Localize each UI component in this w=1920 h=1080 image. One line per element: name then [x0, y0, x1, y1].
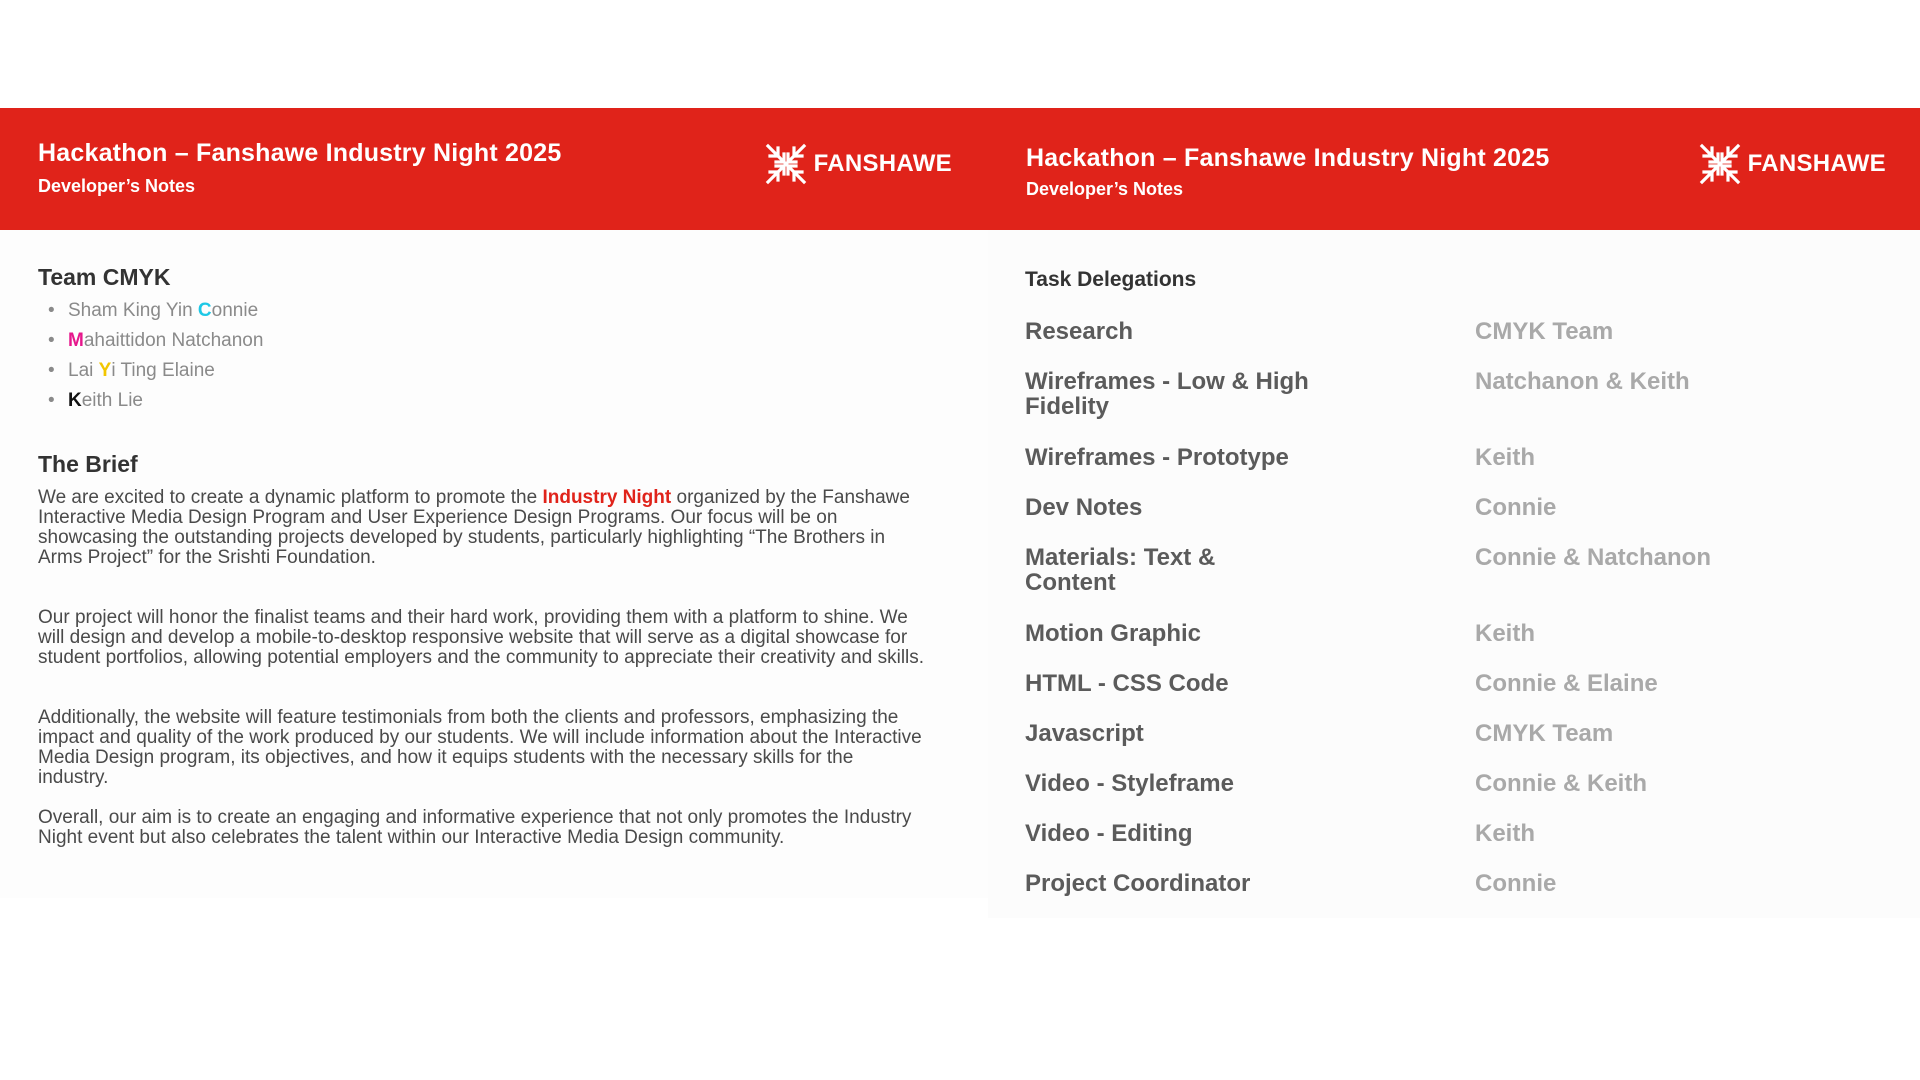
bullet-dot-icon: •	[48, 300, 55, 321]
task-name: Wireframes - Low & High Fidelity	[1025, 368, 1309, 420]
team-heading: Team CMYK	[38, 264, 171, 290]
logo-wordmark: FANSHAWE	[1747, 150, 1886, 177]
bullet-dot-icon: •	[48, 330, 55, 351]
cmyk-letter: K	[68, 390, 82, 411]
member-name-after: eith Lie	[81, 390, 144, 411]
task-name: Video - Editing	[1025, 820, 1193, 847]
team-member-item	[48, 356, 263, 386]
fanshawe-snowflake-logo-icon	[1698, 142, 1742, 186]
task-owner: Connie & Keith	[1475, 770, 1647, 797]
header-banner	[988, 108, 1920, 230]
team-member-name	[68, 300, 258, 322]
developer-notes-page-right	[988, 108, 1920, 918]
banner-title: Hackathon – Fanshawe Industry Night 2025	[38, 139, 562, 167]
member-name-before: Sham King Yin	[68, 300, 198, 321]
banner-title: Hackathon – Fanshawe Industry Night 2025	[1026, 144, 1550, 172]
task-name: Wireframes - Prototype	[1025, 444, 1289, 471]
task-owner: Keith	[1475, 620, 1535, 647]
team-member-name	[68, 330, 263, 352]
team-member-name	[68, 360, 215, 382]
logo-wordmark: FANSHAWE	[813, 150, 952, 177]
team-member-list	[48, 296, 263, 416]
team-member-item	[48, 386, 263, 416]
bullet-dot-icon: •	[48, 390, 55, 411]
team-member-name	[68, 390, 143, 412]
team-member-item	[48, 326, 263, 356]
task-name: Dev Notes	[1025, 494, 1143, 521]
fanshawe-snowflake-logo-icon	[764, 142, 808, 186]
task-name: HTML - CSS Code	[1025, 670, 1229, 697]
cmyk-letter: M	[68, 330, 84, 351]
brief-heading: The Brief	[38, 451, 138, 477]
cmyk-letter: C	[197, 300, 212, 321]
banner-subtitle: Developer’s Notes	[1026, 179, 1184, 199]
task-owner: Connie & Natchanon	[1475, 544, 1712, 571]
task-owner: Connie	[1475, 870, 1557, 897]
brief-text: We are excited to create a dynamic platform to promote the	[38, 487, 543, 508]
member-name-after: onnie	[211, 300, 259, 321]
task-name: Javascript	[1025, 720, 1144, 747]
task-delegations-heading: Task Delegations	[1025, 268, 1197, 291]
task-name: Research	[1025, 318, 1134, 345]
header-banner	[0, 108, 988, 230]
task-owner: Connie	[1475, 494, 1557, 521]
task-name: Video - Styleframe	[1025, 770, 1234, 797]
fanshawe-logo	[1698, 142, 1886, 186]
brief-paragraph: Our project will honor the finalist teams and their hard work, providing them with a platform to shine. We will design and develop a mobile-to-desktop responsive website that will serve as a digital showcase for student portfolios, allowing potential employers and the community to appreciate their creativity and skills.	[38, 607, 925, 668]
task-name: Motion Graphic	[1025, 620, 1201, 647]
brief-text: organized by the Fanshawe Interactive Media Design Program and User Experience Design Programs. Our focus will be on showcasing the outstanding projects developed by students, particularly highlighting “The Brothers in Arms Project” for the Srishti Foundation.	[38, 487, 910, 568]
team-member-item	[48, 296, 263, 326]
task-owner: Natchanon & Keith	[1475, 368, 1690, 395]
task-name: Project Coordinator	[1025, 870, 1251, 897]
bullet-dot-icon: •	[48, 360, 55, 381]
brief-paragraph	[38, 488, 928, 568]
fanshawe-logo	[764, 142, 952, 186]
task-owner: Connie & Elaine	[1475, 670, 1658, 697]
industry-night-highlight: Industry Night	[542, 487, 672, 508]
member-name-after: i Ting Elaine	[111, 360, 215, 381]
member-name-before: Lai	[68, 360, 99, 381]
task-owner: CMYK Team	[1475, 318, 1614, 345]
cmyk-letter: Y	[98, 360, 112, 381]
task-owner: Keith	[1475, 820, 1535, 847]
task-owner: Keith	[1475, 444, 1535, 471]
banner-subtitle: Developer’s Notes	[38, 176, 196, 196]
developer-notes-page-left	[0, 108, 988, 898]
task-name: Materials: Text & Content	[1025, 544, 1216, 596]
member-name-after: ahaittidon Natchanon	[83, 330, 264, 351]
brief-paragraph: Overall, our aim is to create an engaging and informative experience that not only promotes the Industry Night event but also celebrates the talent within our Interactive Media Design community.	[38, 807, 912, 848]
task-owner: CMYK Team	[1475, 720, 1614, 747]
brief-paragraph: Additionally, the website will feature testimonials from both the clients and professors, emphasizing the impact and quality of the work produced by our students. We will include information about the Interactive Media Design program, its objectives, and how it equips students with the necessary skills for the industry.	[38, 707, 922, 788]
